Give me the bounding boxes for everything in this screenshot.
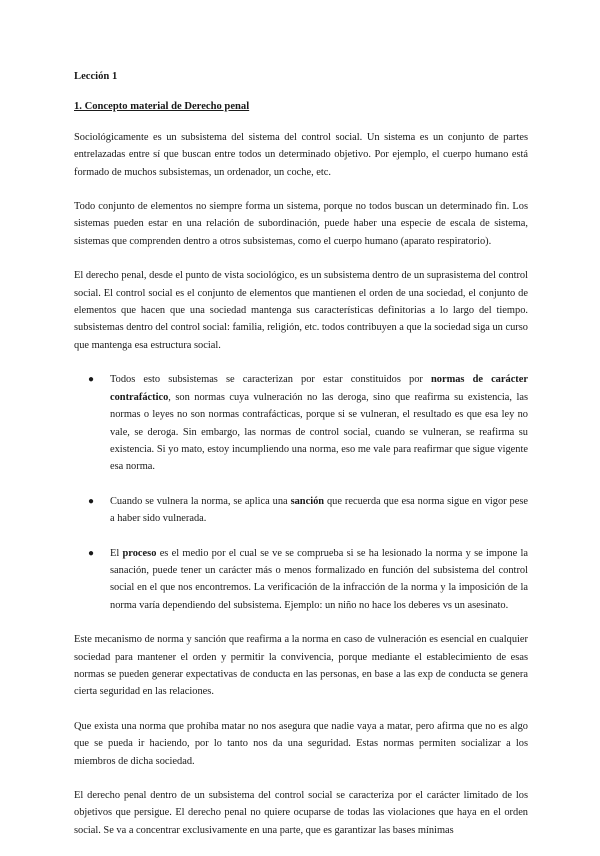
paragraph: Todo conjunto de elementos no siempre forma un sistema, porque no todos buscan un determinado fin. Los sistemas pueden estar en una relación de subordinación, puede haber una especie de escala de sistema, sistemas que comprenden dentro a otros subsistemas, como el cuerpo humano (aparato respiratorio). bbox=[74, 201, 528, 247]
bullet-emphasis: normas de carácter contrafáctico bbox=[110, 374, 528, 403]
bullet-item bbox=[74, 493, 528, 528]
bullet-item bbox=[74, 371, 528, 475]
bullet-icon: ● bbox=[88, 547, 95, 559]
bullet-icon: ● bbox=[88, 374, 95, 386]
bullet-text: es el medio por el cual se ve se comprueba si se ha lesionado la norma y se impone la sanación, puede tener un carácter más o menos formalizado en función del subsistema del control social en el que nos encontremos. La verificación de la infracción de la norma y la imposición de la norma varía dependiendo del subsistema. Ejemplo: un niño no hace los deberes vs un asesinato. bbox=[110, 547, 528, 611]
paragraph: Sociológicamente es un subsistema del sistema del control social. Un sistema es un conjunto de partes entrelazadas entre sí que buscan entre todos un determinado objetivo. Por ejemplo, el cuerpo humano está formado de muchos subsistemas, un ordenador, un coche, etc. bbox=[74, 131, 528, 178]
bullet-item bbox=[74, 545, 528, 615]
bullet-list bbox=[74, 371, 528, 614]
paragraph: Que exista una norma que prohíba matar no nos asegura que nadie vaya a matar, pero afirma que no es algo que se pueda ir haciendo, por lo tanto nos da una seguridad. Estas normas permiten socializar a los miembros de dicha sociedad. bbox=[74, 720, 528, 767]
document-page bbox=[74, 68, 528, 856]
bullet-icon: ● bbox=[88, 495, 95, 507]
section-title: 1. Concepto material de Derecho penal bbox=[74, 101, 250, 113]
paragraph: El derecho penal dentro de un subsistema del control social se caracteriza por el carácter limitado de los objetivos que persigue. El derecho penal no quiere ocuparse de todas las violaciones que haya en el orden social. Se va a concentrar exclusivamente en una parte, que es garantizar las bases mínimas bbox=[74, 790, 528, 836]
paragraph: Este mecanismo de norma y sanción que reafirma a la norma en caso de vulneración es esencial en cualquier sociedad para mantener el orden y permitir la convivencia, porque mediante el establecimiento de esas normas se pueden generar expectativas de conducta en las personas, en base a las exp de conducta se genera cierta seguridad en las relaciones. bbox=[74, 634, 528, 698]
bullet-text: El bbox=[110, 547, 123, 559]
bullet-text: Todos esto subsistemas se caracterizan por estar constituidos por bbox=[110, 374, 431, 386]
bullet-text: que recuerda que esa norma sigue en vigor pese a haber sido vulnerada. bbox=[110, 495, 528, 525]
bullet-emphasis: sanción bbox=[290, 495, 325, 507]
lesson-heading: Lección 1 bbox=[74, 71, 118, 82]
bullet-text: , son normas cuya vulneración no las deroga, sino que reafirma su existencia, las normas o leyes no son normas contrafácticas, porque si se vulneran, el resultado es que esa ley no vale, se deroga. Sin embargo, las normas de control social, cuando se vulneran, se reafirma su existencia. Si yo mato, estoy incumpliendo una norma, eso me vale para reafirmar que sigue vigente esa norma. bbox=[110, 391, 528, 473]
bullet-text: Cuando se vulnera la norma, se aplica una bbox=[110, 495, 291, 507]
bullet-emphasis: proceso bbox=[122, 547, 157, 559]
paragraph: El derecho penal, desde el punto de vista sociológico, es un subsistema dentro de un suprasistema del control social. El control social es el conjunto de elementos que mantienen el orden de una sociedad, el conjunto de elementos que hacen que una sociedad mantenga sus características definitorias a lo largo del tiempo. subsistemas dentro del control social: familia, religión, etc. todos contribuyen a que la sociedad siga un curso que mantenga esa estructura social. bbox=[74, 270, 528, 351]
